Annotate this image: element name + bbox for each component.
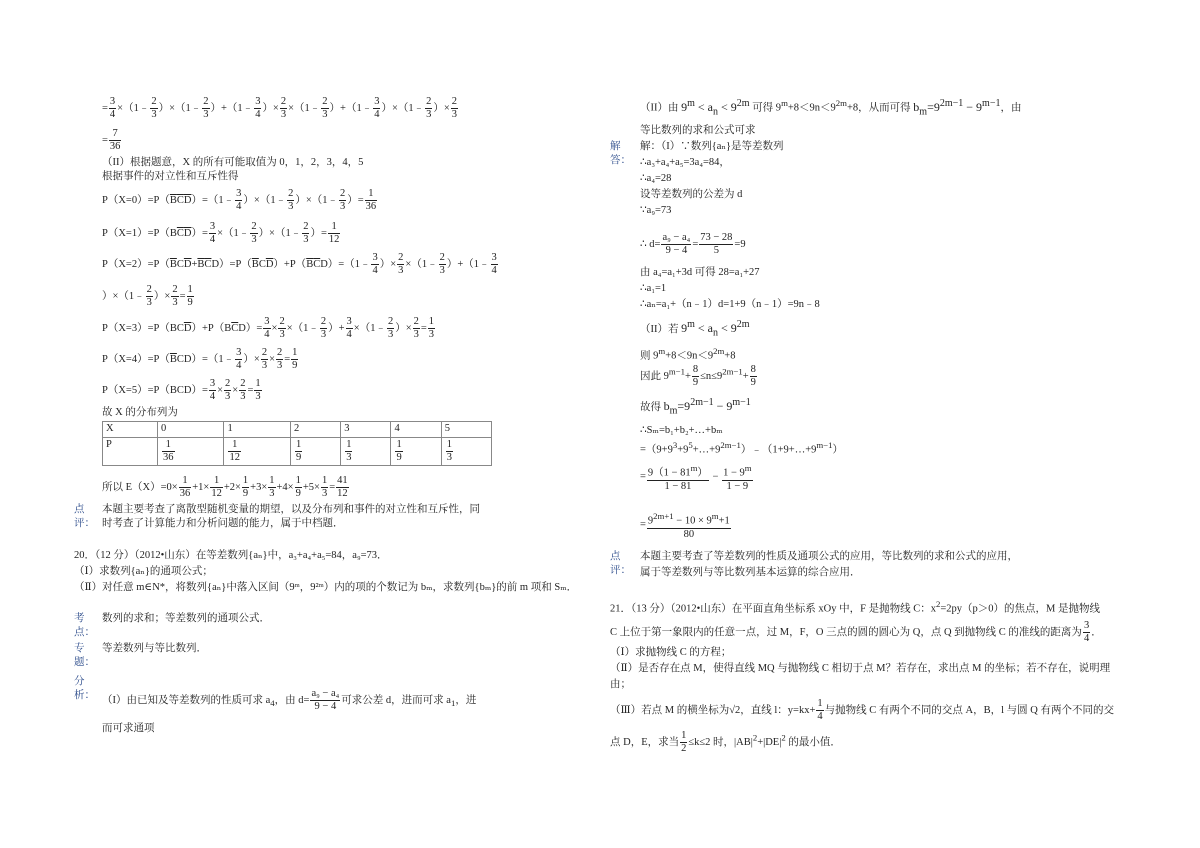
p-cell-1: $\frac{1}{12}$ [224,438,290,466]
sol-line-13: 故得 $b_m=9^{2m-1} - 9^{m-1}$ [640,397,751,417]
sol-line-6: ∴ d= $\frac{\text{a₉ − a₄}}{9 - 4}$ = $\frac{73 - 28}{5}$ =9 [640,232,746,256]
q20-part1: （Ⅰ）求数列{aₙ}的通项公式； [74,566,213,577]
x-cell-5: 5 [441,422,491,438]
sol-line-15: $=(9+9^3+9^5+\dots+9^{2m-1})﹣(1+9+\dots+9^{m-1})$ [640,440,843,456]
q21-part2-a: （Ⅱ）是否存在点 M，使得直线 MQ 与抛物线 C 相切于点 M？若存在，求出点 M 的坐标；若不存在，说明理 [610,663,1111,674]
table-row-x [103,422,492,438]
sol-line-12: 因此 $9^{m-1}+$ $\frac{8}{9}$ $\le n\le 9^{2m-1}+$ $\frac{8}{9}$ [640,364,756,388]
kaodian-label: 考 点： [74,613,95,638]
sol-line-17: = $\frac{9^{2m+1} - 10 \times 9^m+1}{80}$ [640,511,730,540]
comment2-line-2: 属于等差数列与等比数列基本运算的综合应用． [640,567,861,578]
expectation-line: 所以 E（X）=0× $\frac{1}{36}$ +1× $\frac{1}{12}$ +2× $\frac{1}{9}$ +3× $\frac{1}{3}$ +4× $\frac{1}{9}$ +5× $\frac{1}{3}$ = $\frac{41}{12}$ [102,475,348,499]
sol-line-9: ∴aₙ=a₁+（n﹣1）d=1+9（n﹣1）=9n﹣8 [640,299,820,310]
px4-line: $P(X=4)=P(\overline{B}CD)=(1﹣$ $\frac{3}{4}$ ）× $\frac{2}{3}$ × $\frac{2}{3}$ = $\frac{1}{9}$ [102,347,298,371]
comment2-line-1: 本题主要考查了等差数列的性质及通项公式的应用，等比数列的求和公式的应用， [640,551,1018,562]
zhuanti-label: 专 题： [74,643,95,668]
p-cell-5: $\frac{1}{3}$ [441,438,491,466]
q20-title: 20．（12 分）（2012•山东）在等差数列{aₙ}中，a₃+a₄+a₅=84，a₉=73． [74,550,388,561]
sol-line-2: ∴a₃+a₄+a₅=3a₄=84， [640,157,730,168]
fenxi-line-3: （II）由 $9^m < a_n < 9^{2m}$ 可得 $9^m+8<9n<9^{2m}+8$，从而可得 $b_m=9^{2m-1} - 9^{m-1}$，由 [640,97,1022,117]
fenxi-line-2: 而可求通项 [102,723,155,734]
px0-line: $P(X=0)=P(\overline{B}\overline{C}\overline{D})=(1﹣$ $\frac{3}{4}$ ）×（1﹣ $\frac{2}{3}$ ）×（1﹣ $\frac{2}{3}$ ）= $\frac{1}{36}$ [102,188,377,212]
q21-part2-b: 由； [610,679,631,690]
distribution-table [102,421,492,466]
x-cell-4: 4 [391,422,441,438]
x-cell-0: 0 [158,422,224,438]
p-cell-3: $\frac{1}{3}$ [341,438,391,466]
table-row-p [103,438,492,466]
sol-line-4: 设等差数列的公差为 d [640,189,743,200]
dist-caption: 故 X 的分布列为 [102,407,178,418]
sol-line-8: ∴a₁=1 [640,283,667,294]
part2-reason: 根据事件的对立性和互斥性得 [102,171,239,182]
comment-line-2: 时考查了计算能力和分析问题的能力，属于中档题． [102,518,344,529]
comment-line-1: 本题主要考查了离散型随机变量的期望，以及分布列和事件的对立性和互斥性，同 [102,504,480,515]
expr-line-1: = $\frac{3}{4}$ ×（1﹣ $\frac{2}{3}$ ）×（1﹣ $\frac{2}{3}$ ）+（1﹣ $\frac{3}{4}$ ）× $\frac{2}{3}$ ×（1﹣ $\frac{2}{3}$ ）+（1﹣ $\frac{3}{4}$ ）×（1﹣ $\frac{2}{3}$ ）× $\frac{2}{3}$ [102,96,458,120]
sol-line-10: （II）若 $9^m < a_n < 9^{2m}$ [640,319,750,339]
sol-line-11: 则 $9^m+8<9n<9^{2m}+8$ [640,346,736,362]
comment2-label: 点 评： [610,551,631,576]
x-cell-3: 3 [341,422,391,438]
part2-head: （II）根据题意，X 的所有可能取值为 0，1，2，3，4，5 [102,157,364,168]
q21-line-1: 21．（13 分）（2012•山东）在平面直角坐标系 xOy 中，F 是抛物线 C：$x^2=2py(p>0)$的焦点，M 是抛物线 [610,599,1100,615]
sol-line-7: 由 a₄=a₁+3d 可得 28=a₁+27 [640,267,760,278]
sol-line-1: 解：（I）∵数列{aₙ}是等差数列 [640,141,784,152]
sol-line-5: ∵a₉=73 [640,205,672,216]
comment-label: 点 评： [74,504,95,529]
jieda-label: 解 答： [610,141,631,166]
q21-part3-b: 点 D，E，求当 $\frac{1}{2}$ ≤k≤2 时，$|AB|^2+|DE|^2$ 的最小值． [610,730,841,754]
sol-line-3: ∴a₄=28 [640,173,672,184]
p-cell-4: $\frac{1}{9}$ [391,438,441,466]
px1-line: $P(X=1)=P(B\overline{C}\overline{D})=$ $\frac{3}{4}$ ×（1﹣ $\frac{2}{3}$ ）×（1﹣ $\frac{2}{3}$ ）= $\frac{1}{12}$ [102,221,340,245]
px3-line: $P(X=3)=P(BC\overline{D})+P(B\overline{C}D)=$ $\frac{3}{4}$ × $\frac{2}{3}$ ×（1﹣ $\frac{2}{3}$ ）+ $\frac{3}{4}$ ×（1﹣ $\frac{2}{3}$ ）× $\frac{2}{3}$ = $\frac{1}{3}$ [102,316,435,340]
sol-line-16: = $\frac{9(1 - 81^m)}{1 - 81}$ − $\frac{1 - 9^m}{1 - 9}$ [640,463,752,492]
x-header: X [103,422,158,438]
x-cell-1: 1 [224,422,290,438]
expr-result: = $\frac{7}{36}$ [102,128,121,152]
fenxi-line-1: （I）由已知及等差数列的性质可求 $a_4$，由 d= $\frac{\text{a₉ − a₄}}{9 - 4}$ 可求公差 d，进而可求 $a_1$，进 [102,688,477,712]
kaodian-text: 数列的求和；等差数列的通项公式． [102,613,270,624]
q21-line-2: C 上位于第一象限内的任意一点，过 M，F，O 三点的圆的圆心为 Q，点 Q 到抛物线 C 的准线的距离为 $\frac{3}{4}$ ． [610,620,1102,644]
p-cell-0: $\frac{1}{36}$ [158,438,224,466]
fenxi-label: 分 析： [74,676,95,701]
q20-part2: （Ⅱ）对任意 m∈N*，将数列{aₙ}中落入区间（9ᵐ，9²ᵐ）内的项的个数记为 bₘ，求数列{bₘ}的前 m 项和 Sₘ． [74,582,578,593]
p-cell-2: $\frac{1}{9}$ [290,438,340,466]
p-header: P [103,438,158,466]
sol-line-14: ∴Sₘ=b₁+b₂+…+bₘ [640,425,723,436]
px5-line: P（X=5）=P（BCD）= $\frac{3}{4}$ × $\frac{2}{3}$ × $\frac{2}{3}$ = $\frac{1}{3}$ [102,378,261,402]
px2-line-a: $P(X=2)=P(\overline{B}C\overline{D}+\overline{B}\overline{C}D)=P(\overline{B}C\overline{D})+P(\overline{B}\overline{C}D)=(1﹣$ $\frac{3}{4}$ ）× $\frac{2}{3}$ ×（1﹣ $\frac{2}{3}$ ）+（1﹣ $\frac{3}{4}$ [102,252,497,276]
q21-part1: （Ⅰ）求抛物线 C 的方程； [610,647,732,658]
zhuanti-text: 等差数列与等比数列． [102,643,207,654]
x-cell-2: 2 [290,422,340,438]
px2-line-b: ）×（1﹣ $\frac{2}{3}$ ）× $\frac{2}{3}$ = $\frac{1}{9}$ [102,284,193,308]
fenxi-line-4: 等比数列的求和公式可求 [640,125,756,136]
q21-part3-a: （Ⅲ）若点 M 的横坐标为√2，直线 l：y=kx+ $\frac{1}{4}$ 与抛物线 C 有两个不同的交点 A，B，l 与圆 Q 有两个不同的交 [610,698,1114,722]
